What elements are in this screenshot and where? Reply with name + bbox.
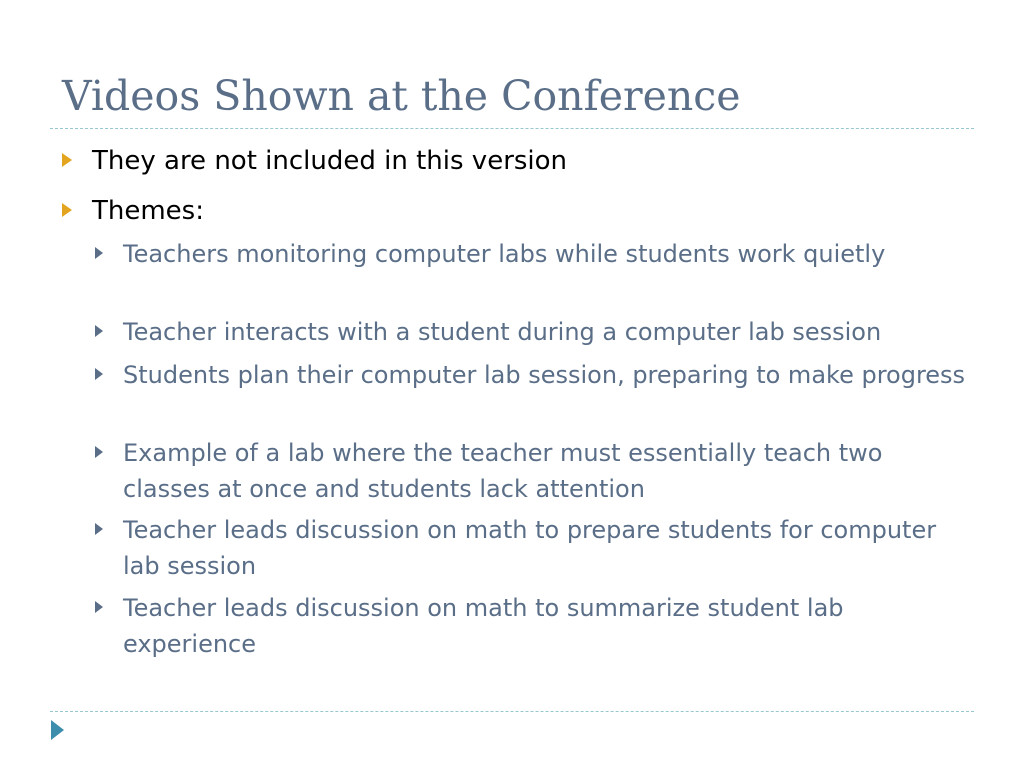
sub-bullet-item <box>123 236 973 272</box>
sub-bullet-text: Students plan their computer lab session, preparing to make progress <box>123 361 966 389</box>
sub-bullet-item <box>123 590 973 662</box>
corner-triangle-icon <box>51 720 64 740</box>
sub-bullet-text: Teacher interacts with a student during a computer lab session <box>123 318 882 346</box>
title-divider <box>50 128 974 129</box>
bullet-item <box>92 144 972 178</box>
bullet-item <box>92 194 972 228</box>
footer-divider <box>50 711 974 712</box>
sub-bullet-triangle-icon <box>95 523 103 535</box>
sub-bullet-text: Teacher leads discussion on math to summarize student lab experience <box>123 594 844 658</box>
bullet-text: They are not included in this version <box>92 146 568 176</box>
sub-bullet-item <box>123 435 973 507</box>
sub-bullet-item <box>123 314 973 350</box>
sub-bullet-triangle-icon <box>95 446 103 458</box>
sub-bullet-text: Teachers monitoring computer labs while students work quietly <box>123 240 886 268</box>
sub-bullet-triangle-icon <box>95 325 103 337</box>
sub-bullet-text: Teacher leads discussion on math to prepare students for computer lab session <box>123 516 937 580</box>
sub-bullet-triangle-icon <box>95 247 103 259</box>
sub-bullet-triangle-icon <box>95 368 103 380</box>
sub-bullet-text: Example of a lab where the teacher must essentially teach two classes at once and students lack attention <box>123 439 883 503</box>
slide-title: Videos Shown at the Conference <box>62 72 741 120</box>
sub-bullet-item <box>123 512 973 584</box>
sub-bullet-triangle-icon <box>95 601 103 613</box>
bullet-triangle-icon <box>62 203 72 217</box>
sub-bullet-item <box>123 357 973 393</box>
bullet-text: Themes: <box>92 196 204 226</box>
bullet-triangle-icon <box>62 153 72 167</box>
